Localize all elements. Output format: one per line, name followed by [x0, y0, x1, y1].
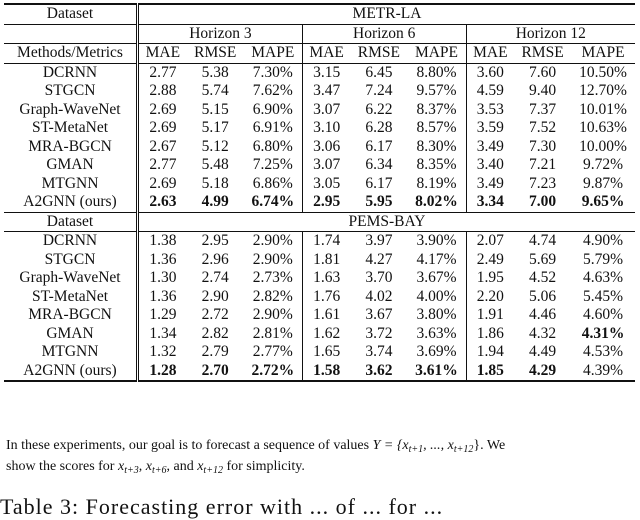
metric-value: 4.29: [514, 362, 571, 382]
metric-value: 7.52: [529, 119, 557, 136]
metric-value: 5.45%: [583, 287, 624, 305]
metric-value: 6.80%: [252, 137, 293, 155]
dataset-label: Dataset: [4, 212, 138, 232]
table-row: [4, 251, 635, 270]
metric-value: 6.74%: [251, 193, 295, 210]
metric-header: MAE: [302, 44, 350, 64]
metric-value: 3.67: [365, 306, 393, 323]
metric-value: 1.58: [302, 362, 350, 382]
caption-text: , and: [166, 459, 198, 474]
dataset-label: Dataset: [4, 4, 138, 24]
metric-value: 3.74: [365, 343, 393, 360]
metric-value: 2.90%: [252, 306, 293, 323]
metric-value: 1.86: [466, 325, 514, 344]
metric-value: 1.65: [302, 343, 350, 362]
metric-value: 3.59: [466, 119, 514, 138]
horizon-header: Horizon 3: [138, 24, 303, 44]
metric-value: 4.31%: [581, 324, 625, 342]
caption-subscript: t+3: [124, 465, 139, 476]
metric-value: 4.90%: [571, 232, 635, 251]
metric-value: 7.60: [514, 63, 571, 82]
metric-value: 1.61: [302, 306, 350, 325]
metric-value: 3.61%: [407, 362, 466, 382]
method-name: MRA-BGCN: [28, 306, 112, 323]
caption-line-1: [6, 437, 634, 458]
method-name: A2GNN (ours): [4, 362, 138, 382]
method-name: Graph-WaveNet: [19, 269, 121, 286]
metric-value: 5.95: [365, 193, 393, 210]
metric-value: 5.06: [529, 287, 557, 305]
metric-value: 2.72: [201, 306, 229, 323]
method-name: A2GNN (ours): [23, 193, 117, 210]
metric-value: 2.88: [138, 82, 187, 101]
caption-text: ,: [138, 459, 146, 474]
metric-value: 3.34: [466, 193, 514, 212]
metric-value: 1.34: [138, 325, 187, 344]
metric-header: MAPE: [407, 44, 466, 64]
metric-value: 6.90%: [252, 100, 293, 118]
metric-value: 3.05: [302, 175, 350, 194]
table-row: [4, 325, 635, 344]
metric-value: 4.32: [529, 324, 557, 342]
metric-value: 1.74: [302, 232, 350, 251]
metric-value: 3.15: [302, 63, 350, 82]
method-name: ST-MetaNet: [31, 287, 109, 305]
metric-value: 3.40: [466, 156, 514, 175]
caption-subscript: t+12: [203, 465, 223, 476]
metric-value: 7.24: [365, 82, 393, 99]
metric-value: 4.52: [529, 269, 557, 286]
metric-header: RMSE: [514, 44, 571, 64]
metric-value: 2.49: [466, 251, 514, 270]
metric-value: 10.63%: [579, 119, 627, 136]
metric-value: 7.37: [529, 100, 557, 118]
metric-value: 8.30%: [416, 137, 457, 155]
metric-value: 6.91%: [252, 119, 293, 136]
methods-metrics-label: Methods/Metrics: [4, 44, 138, 64]
caption-math: Y = {x: [372, 438, 409, 453]
empty-cell: [4, 24, 138, 44]
metric-value: 2.90%: [252, 250, 293, 268]
caption-math: x: [197, 459, 204, 474]
metric-value: 2.82%: [252, 287, 293, 305]
metric-value: 5.18: [201, 174, 229, 192]
metric-value: 1.81: [302, 251, 350, 270]
table-row: [4, 63, 635, 82]
metric-value: 1.28: [138, 362, 187, 382]
method-name: STGCN: [44, 82, 96, 99]
metric-value: 7.23: [529, 174, 557, 192]
metric-value: 2.73%: [252, 269, 293, 286]
metric-value: 2.74: [201, 269, 229, 286]
horizon-header: Horizon 12: [466, 24, 635, 44]
metric-value: 6.17: [365, 174, 393, 192]
caption-text: }. We: [473, 438, 506, 453]
metric-value: 4.17%: [416, 250, 457, 268]
metric-value: 9.87%: [583, 174, 624, 192]
metric-value: 4.60%: [583, 306, 624, 323]
metric-value: 2.77: [138, 156, 187, 175]
metric-value: 1.63: [302, 269, 350, 288]
metric-value: 6.45: [350, 63, 407, 82]
method-name: MTGNN: [41, 343, 99, 360]
metric-value: 1.95: [466, 269, 514, 288]
table-row: [4, 269, 635, 288]
caption-text: show the scores for: [6, 459, 118, 474]
metric-value: 1.32: [138, 343, 187, 362]
metric-header: RMSE: [187, 44, 244, 64]
metric-value: 3.63%: [416, 324, 457, 342]
table-row: [4, 288, 635, 307]
metric-value: 8.35%: [416, 156, 457, 173]
metric-value: 10.01%: [579, 100, 627, 118]
metric-value: 1.85: [466, 362, 514, 382]
metric-value: 2.90%: [244, 232, 303, 251]
table-row: [4, 119, 635, 138]
method-name: STGCN: [44, 250, 96, 268]
metric-header: MAPE: [244, 44, 303, 64]
metric-value: 2.77: [138, 63, 187, 82]
metric-value: 8.02%: [415, 193, 458, 210]
metric-value: 2.67: [138, 138, 187, 157]
metrics-header-row: [4, 44, 635, 64]
metric-value: 2.81%: [252, 324, 293, 342]
metric-header: MAE: [466, 44, 514, 64]
metric-value: 7.30%: [244, 63, 303, 82]
metric-value: 8.19%: [416, 174, 457, 192]
horizon-header-row: [4, 24, 635, 44]
caption-math: x: [117, 459, 125, 474]
method-name: ST-MetaNet: [31, 119, 109, 136]
method-name: MTGNN: [41, 174, 99, 192]
dataset-name: PEMS-BAY: [138, 212, 636, 232]
metric-value: 3.49: [466, 175, 514, 194]
metric-value: 7.00: [529, 193, 557, 210]
metric-value: 2.72%: [244, 362, 303, 382]
metric-value: 12.70%: [579, 82, 627, 99]
metric-value: 1.36: [138, 288, 187, 307]
metric-value: 2.77%: [252, 343, 293, 360]
metric-value: 1.94: [466, 343, 514, 362]
horizon-header: Horizon 6: [302, 24, 466, 44]
metric-value: 2.79: [201, 343, 229, 360]
metric-value: 2.07: [466, 232, 514, 251]
metric-value: 3.06: [302, 138, 350, 157]
metric-value: 2.90: [201, 287, 229, 305]
metric-value: 2.69: [138, 119, 187, 138]
metric-value: 3.62: [350, 362, 407, 382]
metric-value: 2.95: [187, 232, 244, 251]
metric-value: 3.10: [302, 119, 350, 138]
metric-value: 6.22: [365, 100, 393, 118]
metric-value: 3.07: [302, 101, 350, 120]
metric-value: 3.69%: [416, 343, 457, 360]
table-caption: [6, 437, 634, 479]
metric-value: 5.17: [201, 119, 229, 136]
metric-value: 5.48: [201, 156, 229, 173]
metric-value: 5.69: [529, 250, 557, 268]
metric-value: 3.80%: [416, 306, 457, 323]
metric-value: 7.21: [529, 156, 557, 173]
method-name: GMAN: [46, 156, 94, 173]
table-row: [4, 82, 635, 101]
method-name: DCRNN: [4, 232, 138, 251]
metric-value: 10.00%: [579, 137, 627, 155]
metric-value: 4.59: [466, 82, 514, 101]
metric-header: MAE: [138, 44, 187, 64]
metric-value: 7.30: [529, 137, 557, 155]
metric-value: 2.63: [138, 193, 187, 212]
metric-value: 8.57%: [416, 119, 457, 136]
dataset-name: METR-LA: [138, 4, 636, 24]
table-row: [4, 362, 635, 382]
table-row: [4, 343, 635, 362]
metric-value: 3.90%: [407, 232, 466, 251]
metric-value: 2.69: [138, 175, 187, 194]
metric-value: 5.12: [201, 137, 229, 155]
metric-value: 1.62: [302, 325, 350, 344]
dataset-header-row: [4, 212, 635, 232]
table-row: [4, 193, 635, 212]
caption-math: x: [145, 459, 152, 474]
metric-value: 4.39%: [571, 362, 635, 382]
metric-value: 1.91: [466, 306, 514, 325]
metric-value: 2.70: [187, 362, 244, 382]
table-row: [4, 175, 635, 194]
dataset-header-row: [4, 4, 635, 24]
metric-value: 3.60: [466, 63, 514, 82]
table-row: [4, 101, 635, 120]
metric-value: 7.25%: [252, 156, 293, 173]
metric-value: 3.67%: [416, 269, 457, 286]
caption-text: for simplicity.: [222, 459, 305, 474]
metric-value: 1.36: [138, 251, 187, 270]
metric-value: 6.86%: [252, 174, 293, 192]
metric-value: 1.29: [138, 306, 187, 325]
metric-value: 4.53%: [583, 343, 624, 360]
table-row: [4, 306, 635, 325]
metric-value: 4.63%: [583, 269, 624, 286]
metric-header: RMSE: [350, 44, 407, 64]
table-row: [4, 232, 635, 251]
metric-value: 8.80%: [407, 63, 466, 82]
metric-value: 4.27: [365, 250, 393, 268]
caption-math: , ..., x: [423, 438, 454, 453]
metric-value: 4.02: [365, 287, 393, 305]
metric-value: 5.38: [187, 63, 244, 82]
caption-subscript: t+12: [453, 444, 474, 455]
results-table: [4, 3, 635, 382]
metric-value: 3.49: [466, 138, 514, 157]
metric-value: 1.38: [138, 232, 187, 251]
method-name: GMAN: [46, 324, 94, 342]
caption-text: In these experiments, our goal is to forecast a sequence of values: [6, 438, 373, 453]
metric-value: 8.37%: [416, 100, 457, 118]
caption-subscript: t+6: [151, 465, 167, 476]
metric-value: 4.74: [514, 232, 571, 251]
metric-value: 9.72%: [583, 156, 624, 173]
metric-value: 2.69: [138, 101, 187, 120]
metric-value: 9.40: [529, 82, 557, 99]
method-name: Graph-WaveNet: [19, 100, 121, 118]
next-section-heading-partial: Table 3: Forecasting error with ... of ... for ...: [0, 494, 444, 519]
caption-subscript: t+1: [408, 444, 424, 455]
metric-value: 2.82: [201, 324, 229, 342]
metric-value: 9.57%: [416, 82, 457, 99]
metric-header: MAPE: [571, 44, 635, 64]
metric-value: 5.79%: [583, 250, 624, 268]
metric-value: 4.46: [529, 306, 557, 323]
caption-line-2: [6, 458, 634, 479]
metric-value: 3.07: [302, 156, 350, 175]
metric-value: 1.30: [138, 269, 187, 288]
metric-value: 3.70: [365, 269, 393, 286]
metric-value: 5.74: [201, 82, 229, 99]
method-name: DCRNN: [4, 63, 138, 82]
metric-value: 4.00%: [416, 287, 457, 305]
table-row: [4, 156, 635, 175]
metric-value: 3.53: [466, 101, 514, 120]
metric-value: 2.95: [302, 193, 350, 212]
metric-value: 3.97: [350, 232, 407, 251]
metric-value: 10.50%: [571, 63, 635, 82]
metric-value: 6.34: [365, 156, 393, 173]
metric-value: 6.17: [365, 137, 393, 155]
method-name: MRA-BGCN: [28, 137, 112, 155]
metric-value: 9.65%: [581, 193, 625, 210]
metric-value: 6.28: [365, 119, 393, 136]
metric-value: 1.76: [302, 288, 350, 307]
metric-value: 3.47: [302, 82, 350, 101]
table-row: [4, 138, 635, 157]
metric-value: 3.72: [365, 324, 393, 342]
metric-value: 5.15: [201, 100, 229, 118]
metric-value: 7.62%: [252, 82, 293, 99]
metric-value: 4.49: [529, 343, 557, 360]
metric-value: 2.20: [466, 288, 514, 307]
metric-value: 2.96: [201, 250, 229, 268]
metric-value: 4.99: [201, 193, 229, 210]
